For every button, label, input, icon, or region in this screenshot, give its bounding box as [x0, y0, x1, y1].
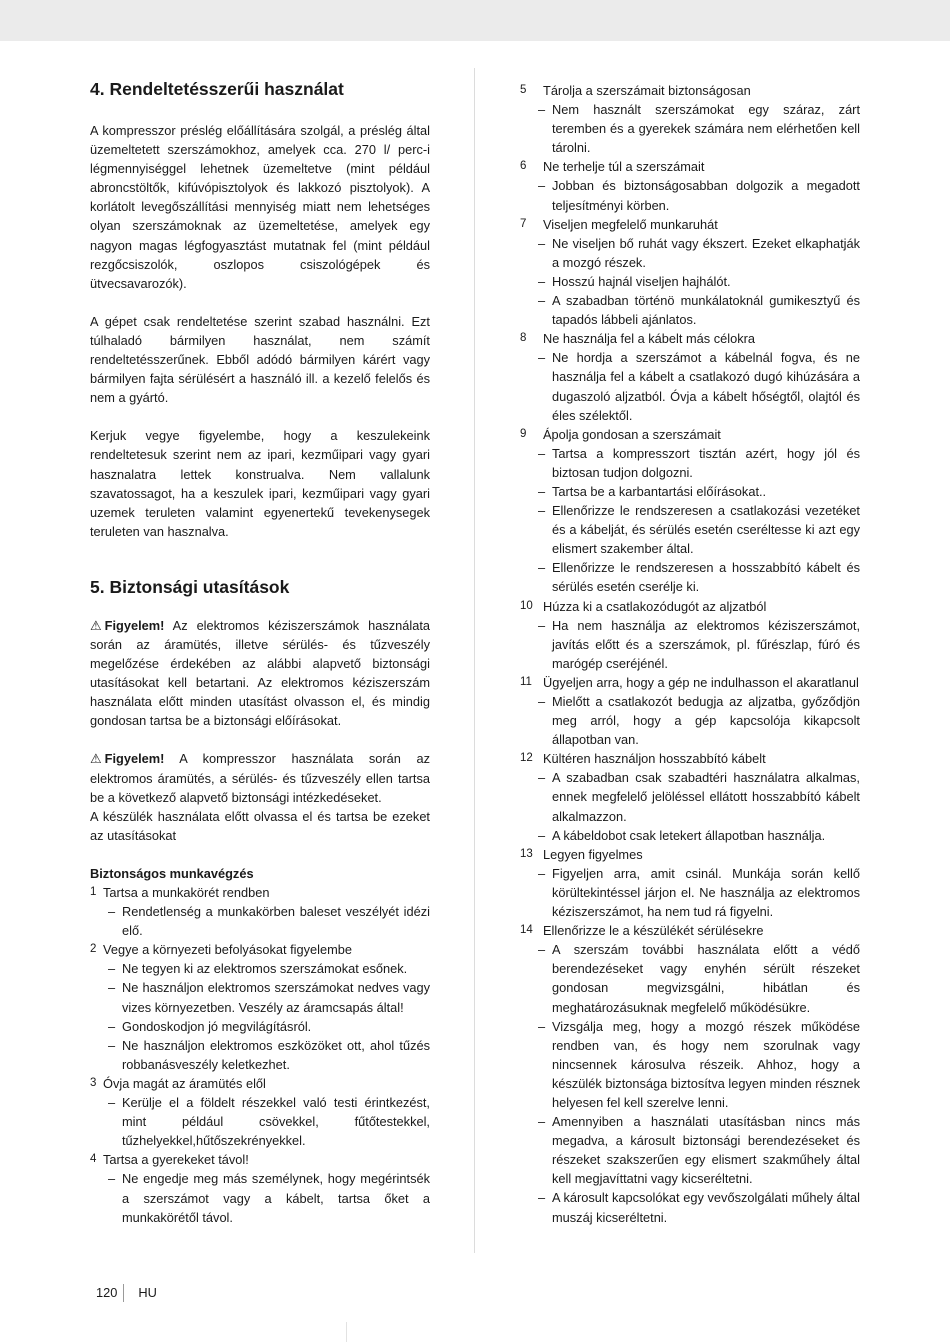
page-number: 120 [96, 1285, 118, 1300]
item-title: Vegye a környezeti befolyásokat figyelembe [103, 942, 352, 958]
item-number: 7 [520, 217, 527, 230]
item-number: 14 [520, 924, 533, 937]
bullet-text: Gondoskodjon jó megvilágításról. [122, 1018, 312, 1034]
item-bullet [90, 1093, 430, 1150]
bullet-text: A szabadban történö munkálatoknál gumikesztyű és tapadós lábbeli ajánlatos. [552, 293, 860, 328]
item-number: 5 [520, 84, 527, 96]
safety-item-12 [520, 749, 860, 768]
safety-item-4 [90, 1150, 430, 1169]
section-4-paragraph-2: A gépet csak rendeltetése szerint szabad használni. Ezt túlhaladó bármilyen használat, nem számít rendeltetésszerűnek. Ebből adódó bármilyen kárért vagy bármilyen fajta sérülésért a használó ill. a kezelő felelős és nem a gyártó. [90, 313, 430, 406]
bullet-dash: – [538, 350, 546, 366]
bullet-dash: – [538, 445, 546, 461]
bullet-text: Ne hordja a szerszámot a kábelnál fogva, és ne használja fel a kábelt a csatlakozó dugó kihúzására a dugaszoló aljzatból. Óvja a kábelt hőségtől, olajtól és éles szélektől. [552, 350, 860, 423]
warning-paragraph-1 [90, 616, 430, 731]
bullet-text: Ellenőrizze le rendszeresen a csatlakozási vezetéket és a kábelját, és sérülés esetén cseréltesse ki azt egy elismert szakember által. [552, 503, 860, 557]
bullet-dash: – [108, 1095, 116, 1111]
bullet-dash: – [108, 1037, 116, 1053]
bullet-text: Hosszú hajnál viseljen hajhálót. [552, 273, 731, 289]
bullet-text: Rendetlenség a munkakörben baleset veszélyét idézi elő. [122, 904, 430, 939]
bullet-text: A szabadban csak szabadtéri használatra alkalmas, ennek megfelelő jelöléssel ellátott hosszabbító kábelt alkalmazzon. [552, 770, 860, 824]
item-title: Legyen figyelmes [543, 846, 643, 862]
right-column [520, 81, 860, 1227]
warning-label: Figyelem! [104, 617, 165, 633]
item-title: Viseljen megfelelő munkaruhát [543, 216, 718, 232]
item-bullet [520, 692, 860, 749]
bullet-dash: – [538, 293, 546, 309]
item-bullet [520, 1188, 860, 1226]
bullet-dash: – [538, 273, 546, 289]
bullet-text: A kábeldobot csak letekert állapotban használja. [552, 827, 826, 843]
safety-item-2 [90, 940, 430, 959]
top-bar [0, 0, 950, 41]
safety-item-6 [520, 157, 860, 176]
safety-item-8 [520, 329, 860, 348]
page-footer [96, 1284, 157, 1302]
item-number: 12 [520, 752, 533, 765]
section-4-paragraph-1: A kompresszor préslég előállítására szolgál, a préslég által üzemeltetett szerszámokhoz, amelyek cca. 270 l/ perc-i légmennyiséggel lehetnek üzemeltetve (mint például abroncstöltők, kifúvópisztolyok és lakkozó pisztolyok). A korlátolt levegőszállítási mennyiség miatt nem lehetséges olyan szerszámoknak az üzemeltetése, amelyek egy nagyon magas légfogyasztást mutatnak fel (mint például rezgőcsiszolók, oszlopos csiszológépek és ütvecsavarozók). [90, 123, 430, 291]
item-title: Ellenőrizze le a készülékét sérülésekre [543, 923, 764, 939]
language-code: HU [138, 1285, 157, 1300]
safety-item-7 [520, 215, 860, 234]
item-bullet [520, 940, 860, 1016]
bullet-dash: – [108, 961, 116, 977]
bullet-dash: – [538, 102, 546, 118]
bullet-text: Ne használjon elektromos eszközöket ott, ahol tűzés robbanásveszély keletkezhet. [122, 1037, 430, 1072]
item-bullet [520, 1017, 860, 1112]
warning-paragraph-2-continued: A készülék használata előtt olvassa el és tartsa be ezeket az utasításokat [90, 808, 430, 843]
bullet-text: Jobban és biztonságosabban dolgozik a megadott teljesítményi körben. [552, 178, 860, 213]
warning-paragraph-2 [90, 749, 430, 806]
safety-item-13 [520, 845, 860, 864]
bullet-dash: – [538, 235, 546, 251]
bullet-dash: – [538, 617, 546, 633]
item-bullet [520, 234, 860, 272]
item-number: 3 [90, 1076, 97, 1089]
bullet-dash: – [538, 1018, 546, 1034]
item-number: 13 [520, 847, 533, 860]
safety-item-3 [90, 1074, 430, 1093]
bullet-dash: – [108, 904, 116, 920]
item-bullet [90, 978, 430, 1016]
item-title: Húzza ki a csatlakozódugót az aljzatból [543, 598, 767, 614]
bullet-text: Amennyiben a használati utasításban nincs más megadva, a károsult biztonsági berendezéseket és részeket szakszerűen egy elismert szakműhely által kell megjavíttatni vagy kicseréltetni. [552, 1114, 860, 1187]
item-bullet [520, 348, 860, 424]
bullet-dash: – [538, 483, 546, 499]
bullet-text: Tartsa be a karbantartási előírásokat.. [552, 483, 767, 499]
item-bullet [90, 902, 430, 940]
footer-separator [123, 1284, 124, 1302]
section-5-title: 5. Biztonsági utasítások [90, 576, 290, 597]
item-bullet [520, 444, 860, 482]
bullet-dash: – [108, 1171, 116, 1187]
bullet-text: A szerszám további használata előtt a védő berendezéseket vagy enyhén sérült részeket gondosan megvizsgálni, hibátlan és meghatározásuknak megfelelő működésükre. [552, 942, 860, 1015]
warning-text: A kompresszor használata során az elektromos áramütés, a sérülés- és tűzveszély ellen tartsa be a következő alapvető biztonsági intézkedéseket. [90, 751, 430, 805]
item-bullet [520, 864, 860, 921]
bullet-dash: – [538, 827, 546, 843]
item-bullet [90, 1169, 430, 1226]
bullet-text: Mielőtt a csatlakozót bedugja az aljzatba, győződjön meg arról, hogy a gép kapcsolója kikapcsolt állapotban van. [552, 694, 860, 748]
column-divider [474, 68, 475, 1253]
left-column [90, 79, 430, 1227]
bullet-dash: – [538, 1190, 546, 1206]
bullet-text: Figyeljen arra, amit csinál. Munkája során kellő körültekintéssel járjon el. Ne használja az elektromos kéziszerszámot, ha nem tud rá figyelni. [552, 865, 860, 920]
item-title: Tartsa a gyerekeket távol! [103, 1152, 249, 1168]
bullet-text: Vizsgálja meg, hogy a mozgó részek működése rendben van, és hogy nem szorulnak vagy nincsennek károsulva részeik. Ahhoz, hogy a készülék biztonsága biztosítva legyen minden résznek helyesen fel kell szerelve lenni. [552, 1018, 861, 1110]
item-title: Kültéren használjon hosszabbító kábelt [543, 751, 766, 767]
bullet-dash: – [538, 503, 546, 519]
bullet-dash: – [108, 1018, 116, 1034]
item-number: 2 [90, 943, 97, 956]
bullet-dash: – [108, 980, 116, 996]
item-bullet [520, 1112, 860, 1188]
item-title: Ügyeljen arra, hogy a gép ne indulhasson el akaratlanul [543, 674, 859, 690]
item-title: Tárolja a szerszámait biztonságosan [543, 83, 751, 98]
bullet-text: Nem használt szerszámokat egy száraz, zárt teremben és a gyerekek számára nem elérhetően kell tárolni. [552, 102, 860, 156]
safety-item-5 [520, 81, 860, 100]
section-4-title: 4. Rendeltetésszerűi használat [90, 79, 344, 99]
safety-item-9 [520, 425, 860, 444]
section-4-paragraph-3: Kerjuk vegye figyelembe, hogy a keszulekeink rendeltetesuk szerint nem az ipari, kezműipari vagy gyari hasznalatra lettek konstrualva. Nem vallalunk szavatossagot, ha a keszulek ipari, kezműipari vagy gyari uzemek teruleten valamint egyenertekű tevekenysegek teruleten van hasznalva. [90, 428, 430, 539]
item-bullet [520, 272, 860, 291]
item-bullet [520, 100, 860, 157]
bullet-dash: – [538, 942, 546, 958]
warning-triangle-icon: ⚠ [90, 751, 102, 767]
safe-work-subheading: Biztonságos munkavégzés [90, 865, 254, 881]
warning-text: Az elektromos kéziszerszámok használata során az áramütés, illetve sérülés- és tűzveszély megelőzése érdekében az alábbi alapvető biztonsági utasításokat kell betartani. Az elektromos kéziszerszám használata előtt minden utasítást olvasson el, és mindig gondosan tartsa be a biztonsági előírásokat. [90, 617, 430, 729]
bullet-dash: – [538, 560, 546, 576]
item-bullet [90, 1017, 430, 1036]
bottom-mark [346, 1322, 347, 1342]
item-number: 8 [520, 332, 527, 345]
safety-item-1 [90, 883, 430, 902]
item-title: Tartsa a munkakörét rendben [103, 885, 270, 900]
bullet-dash: – [538, 178, 546, 194]
bullet-text: Kerülje el a földelt részekkel való testi érintkezést, mint például csövekkel, fűtőtestekkel, tűzhelyekkel,hűtőszekrényekkel. [122, 1095, 430, 1149]
bullet-dash: – [538, 865, 546, 881]
item-bullet [520, 501, 860, 558]
bullet-text: Ellenőrizze le rendszeresen a hosszabbító kábelt és sérülés esetén cserélje ki. [552, 560, 860, 595]
item-number: 9 [520, 427, 527, 440]
bullet-text: Tartsa a kompresszort tisztán azért, hogy jól és biztosan tudjon dolgozni. [552, 445, 860, 480]
bullet-text: Ha nem használja az elektromos kéziszerszámot, javítás előtt és a szerszámok, pl. fűrészlap, fúró és marógép cseréjénél. [552, 617, 860, 671]
item-bullet [520, 768, 860, 825]
item-bullet [520, 616, 860, 673]
warning-triangle-icon: ⚠ [90, 617, 102, 633]
bullet-dash: – [538, 694, 546, 709]
item-bullet [520, 176, 860, 214]
item-number: 1 [90, 886, 97, 898]
safety-item-14 [520, 921, 860, 940]
item-number: 10 [520, 599, 533, 612]
safety-item-10 [520, 597, 860, 616]
item-bullet [90, 1036, 430, 1074]
bullet-text: Ne viseljen bő ruhát vagy ékszert. Ezeket elkaphatják a mozgó részek. [552, 235, 860, 270]
item-number: 4 [90, 1153, 97, 1166]
warning-label: Figyelem! [104, 751, 165, 767]
safety-item-11 [520, 673, 860, 692]
bullet-text: Ne tegyen ki az elektromos szerszámokat esőnek. [122, 961, 408, 977]
bullet-dash: – [538, 770, 546, 786]
item-bullet [90, 959, 430, 978]
bullet-text: Ne használjon elektromos szerszámokat nedves vagy vizes környezetben. Veszély az áramcsapás által! [122, 980, 430, 1015]
bullet-text: Ne engedje meg más személynek, hogy megérintsék a szerszámot vagy a kábelt, tartsa őket a munkakörétől távol. [122, 1171, 430, 1225]
item-bullet [520, 291, 860, 329]
left-safety-list [90, 883, 430, 1227]
bullet-dash: – [538, 1114, 546, 1130]
item-bullet [520, 558, 860, 596]
item-bullet [520, 482, 860, 501]
item-title: Ne terhelje túl a szerszámait [543, 159, 705, 175]
right-safety-list [520, 81, 860, 1227]
item-bullet [520, 826, 860, 845]
item-number: 6 [520, 160, 527, 173]
item-title: Ápolja gondosan a szerszámait [543, 426, 721, 442]
item-title: Ne használja fel a kábelt más célokra [543, 331, 755, 347]
item-number: 11 [520, 675, 532, 688]
bullet-text: A károsult kapcsolókat egy vevőszolgálati műhely által muszáj kicseréltetni. [552, 1190, 860, 1225]
item-title: Óvja magát az áramütés elől [103, 1075, 266, 1091]
